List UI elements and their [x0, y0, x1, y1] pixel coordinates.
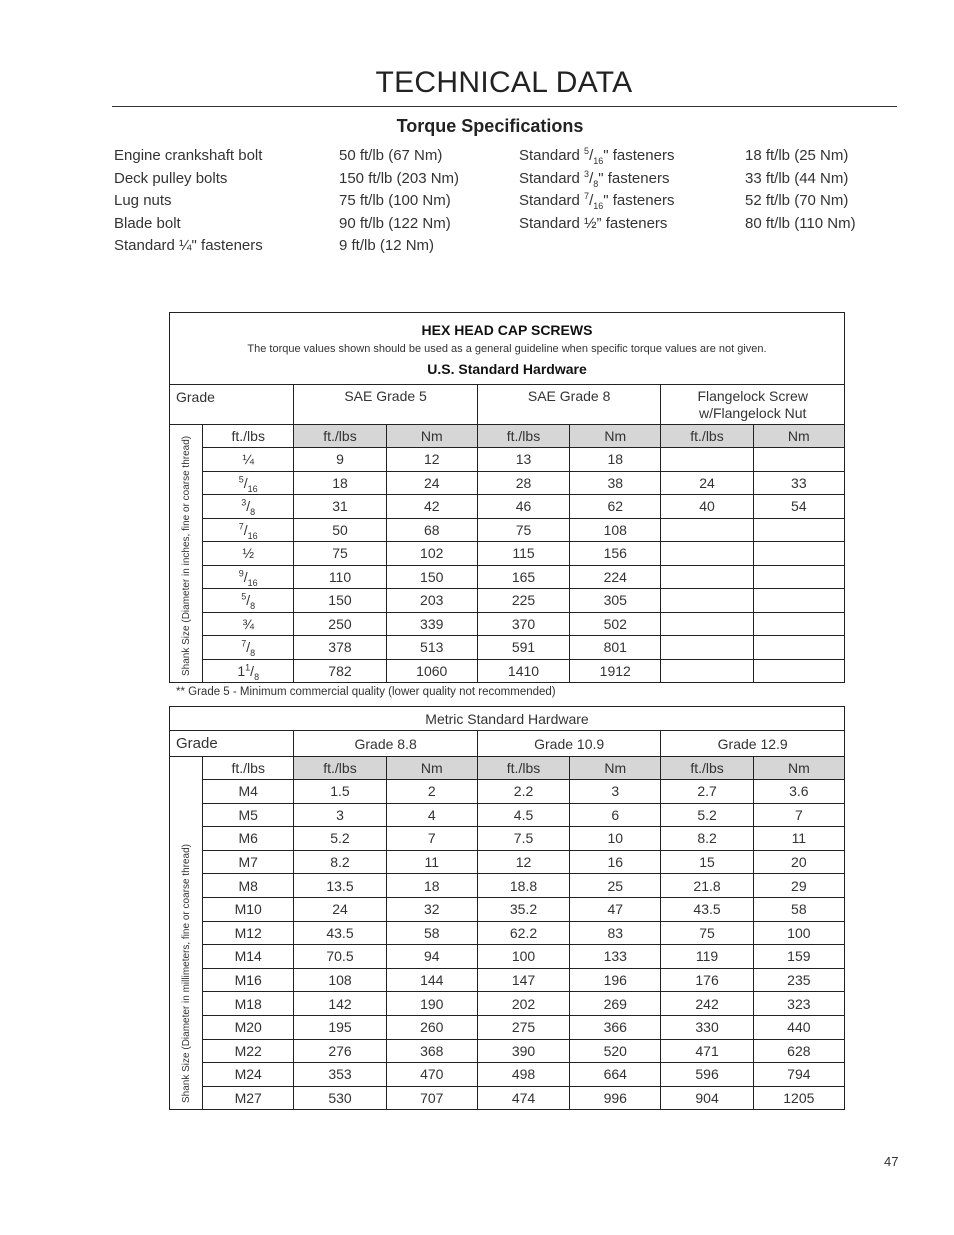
torque-value-cell: 33	[753, 471, 844, 495]
torque-value-cell: 7.5	[477, 827, 569, 851]
torque-value-cell: 16	[570, 850, 661, 874]
torque-value-cell: 260	[386, 1015, 477, 1039]
torque-value-cell: 250	[294, 612, 386, 636]
torque-spec-name-text: Standard ½” fasteners	[519, 214, 668, 232]
torque-value-cell: 176	[661, 968, 753, 992]
shank-size-cell: M27	[203, 1086, 294, 1110]
torque-value-cell: 339	[386, 612, 477, 636]
torque-value-cell: 269	[570, 992, 661, 1016]
torque-value-cell: 100	[477, 945, 569, 969]
fraction-denominator: 8	[250, 507, 256, 518]
table-row	[170, 850, 845, 874]
torque-value-cell: 498	[477, 1063, 569, 1087]
torque-value-cell: 159	[753, 945, 844, 969]
torque-spec-name-text: Engine crankshaft bolt	[114, 147, 263, 164]
torque-value-cell: 2	[386, 780, 477, 804]
torque-value-cell: 596	[661, 1063, 753, 1087]
shank-size-cell: M8	[203, 874, 294, 898]
fraction-denominator: 8	[593, 178, 599, 189]
fraction-denominator: 8	[254, 671, 260, 682]
torque-value-cell: 471	[661, 1039, 753, 1063]
units-row	[170, 757, 845, 780]
torque-value-cell: 305	[570, 589, 661, 613]
torque-value-cell: 12	[477, 850, 569, 874]
torque-value-cell: 29	[753, 874, 844, 898]
table-row	[170, 897, 845, 921]
torque-value-cell: 83	[570, 921, 661, 945]
torque-value-cell: 150	[386, 565, 477, 589]
table-row	[170, 945, 845, 969]
unit-header: Nm	[386, 757, 477, 780]
unit-header: ft./lbs	[294, 757, 386, 780]
torque-value-cell: 904	[661, 1086, 753, 1110]
torque-value-cell: 235	[753, 968, 844, 992]
torque-value-cell: 119	[661, 945, 753, 969]
units-row	[170, 425, 845, 448]
fraction-numerator: 9	[238, 568, 244, 579]
table-row	[170, 636, 845, 660]
shank-size-cell: $^5/_{16}$	[203, 471, 294, 495]
torque-spec-value: 75 ft/lb (100 Nm)	[339, 192, 451, 209]
grade-5-footnote: ** Grade 5 - Minimum commercial quality (lower quality not recommended)	[176, 686, 556, 698]
torque-value-cell: 144	[386, 968, 477, 992]
torque-spec-name	[519, 214, 667, 234]
torque-spec-value: 52 ft/lb (70 Nm)	[745, 192, 849, 209]
torque-value-cell: 58	[386, 921, 477, 945]
torque-value-cell: 323	[753, 992, 844, 1016]
torque-value-cell: 68	[386, 518, 477, 542]
table-row	[170, 659, 845, 683]
torque-value-cell: 1205	[753, 1086, 844, 1110]
fraction-numerator: 7	[238, 521, 244, 532]
torque-value-cell: 24	[294, 897, 386, 921]
torque-spec-value: 9 ft/lb (12 Nm)	[339, 237, 435, 254]
torque-value-cell: 50	[294, 518, 386, 542]
shank-size-side-label	[170, 757, 203, 1110]
shank-size-cell	[203, 612, 294, 636]
torque-spec-name-text: Lug nuts	[114, 192, 172, 209]
torque-spec-name-text: Blade bolt	[114, 214, 181, 232]
shank-size-cell: M14	[203, 945, 294, 969]
fraction-denominator: 16	[593, 156, 604, 166]
torque-value-cell	[661, 542, 753, 566]
torque-value-cell: 276	[294, 1039, 386, 1063]
torque-value-cell: 13.5	[294, 874, 386, 898]
torque-value-cell: 142	[294, 992, 386, 1016]
unit-header: ft./lbs	[294, 425, 386, 448]
fraction-denominator: 16	[247, 530, 258, 541]
torque-spec-value: 18 ft/lb (25 Nm)	[745, 147, 849, 164]
fraction-denominator: 16	[247, 577, 258, 588]
shank-size-cell: M10	[203, 897, 294, 921]
unit-header: ft./lbs	[661, 425, 753, 448]
page-title: TECHNICAL DATA	[375, 66, 633, 99]
torque-value-cell: 11	[386, 850, 477, 874]
torque-value-cell: 32	[386, 897, 477, 921]
torque-value-cell: 15	[661, 850, 753, 874]
torque-value-cell: 75	[477, 518, 569, 542]
torque-value-cell: 801	[570, 636, 661, 660]
torque-value-cell: 18	[386, 874, 477, 898]
torque-spec-name-suffix: " fasteners	[603, 192, 675, 209]
torque-value-cell: 794	[753, 1063, 844, 1087]
torque-value-cell: 996	[570, 1086, 661, 1110]
table-row	[170, 495, 845, 519]
torque-spec-name	[114, 191, 172, 211]
torque-value-cell: 94	[386, 945, 477, 969]
table-row	[170, 803, 845, 827]
torque-spec-value: 80 ft/lb (110 Nm)	[745, 214, 856, 232]
table-row	[170, 1086, 845, 1110]
torque-value-cell: 42	[386, 495, 477, 519]
grade-label: Grade	[170, 731, 294, 757]
torque-value-cell: 366	[570, 1015, 661, 1039]
size-whole: 1	[237, 662, 246, 679]
size-whole: ¼	[242, 451, 255, 468]
torque-value-cell: 102	[386, 542, 477, 566]
torque-value-cell: 7	[753, 803, 844, 827]
shank-size-cell: M7	[203, 850, 294, 874]
torque-spec-name	[114, 236, 263, 256]
shank-size-cell: $1^1/_8$	[203, 659, 294, 683]
torque-value-cell	[753, 448, 844, 472]
table-row	[170, 1063, 845, 1087]
torque-value-cell	[753, 659, 844, 683]
torque-value-cell: 1060	[386, 659, 477, 683]
torque-spec-name-suffix: " fasteners	[603, 147, 675, 164]
torque-spec-name: Standard $^5/_{16}$" fasteners	[519, 146, 675, 166]
torque-value-cell: 224	[570, 565, 661, 589]
torque-value-cell	[753, 612, 844, 636]
torque-value-cell: 474	[477, 1086, 569, 1110]
torque-spec-name-suffix: " fasteners	[598, 169, 670, 187]
torque-specifications-list	[114, 146, 904, 258]
torque-value-cell: 3	[570, 780, 661, 804]
torque-spec-value: 50 ft/lb (67 Nm)	[339, 147, 443, 164]
unit-header: Nm	[570, 425, 661, 448]
torque-value-cell: 330	[661, 1015, 753, 1039]
torque-value-cell: 100	[753, 921, 844, 945]
table-row	[170, 471, 845, 495]
metric-standard-hardware-table	[169, 706, 845, 1110]
unit-header: Nm	[570, 757, 661, 780]
table-row	[170, 518, 845, 542]
torque-value-cell: 513	[386, 636, 477, 660]
torque-spec-name	[114, 169, 227, 189]
torque-specifications-heading: Torque Specifications	[396, 116, 584, 136]
torque-value-cell: 242	[661, 992, 753, 1016]
torque-value-cell: 35.2	[477, 897, 569, 921]
torque-value-cell: 190	[386, 992, 477, 1016]
torque-spec-name-text: Standard	[519, 192, 585, 209]
torque-value-cell: 156	[570, 542, 661, 566]
us-table-header	[170, 313, 845, 385]
torque-value-cell: 368	[386, 1039, 477, 1063]
shank-size-cell: M16	[203, 968, 294, 992]
us-standard-hardware-subtitle: U.S. Standard Hardware	[427, 360, 587, 377]
shank-size-cell: M4	[203, 780, 294, 804]
torque-value-cell: 8.2	[661, 827, 753, 851]
table-row	[170, 1039, 845, 1063]
torque-value-cell: 70.5	[294, 945, 386, 969]
torque-value-cell: 46	[477, 495, 569, 519]
torque-value-cell: 13	[477, 448, 569, 472]
torque-value-cell: 6	[570, 803, 661, 827]
unit-header: ft./lbs	[661, 757, 753, 780]
torque-value-cell: 440	[753, 1015, 844, 1039]
torque-spec-value: 33 ft/lb (44 Nm)	[745, 169, 849, 187]
unit-header: Nm	[753, 425, 844, 448]
torque-value-cell: 11	[753, 827, 844, 851]
unit-header: ft./lbs	[477, 425, 569, 448]
torque-value-cell: 47	[570, 897, 661, 921]
torque-value-cell: 115	[477, 542, 569, 566]
table-row	[170, 542, 845, 566]
torque-spec-value: 150 ft/lb (203 Nm)	[339, 169, 460, 187]
torque-value-cell: 2.2	[477, 780, 569, 804]
torque-value-cell: 5.2	[661, 803, 753, 827]
torque-value-cell: 2.7	[661, 780, 753, 804]
shank-size-cell: $^7/_8$	[203, 636, 294, 660]
shank-size-cell: M22	[203, 1039, 294, 1063]
torque-value-cell: 133	[570, 945, 661, 969]
torque-value-cell	[661, 589, 753, 613]
torque-value-cell: 628	[753, 1039, 844, 1063]
torque-value-cell: 196	[570, 968, 661, 992]
fraction-denominator: 8	[250, 601, 256, 612]
unit-header: ft./lbs	[203, 425, 294, 448]
table-row	[170, 589, 845, 613]
shank-size-cell: M12	[203, 921, 294, 945]
grade-label: Grade	[170, 385, 294, 425]
fraction-numerator: 5	[584, 146, 590, 156]
torque-value-cell	[753, 542, 844, 566]
shank-size-cell: $^7/_{16}$	[203, 518, 294, 542]
grade-header-10-9: Grade 10.9	[477, 731, 661, 757]
shank-size-cell: $^9/_{16}$	[203, 565, 294, 589]
fraction-numerator: 5	[241, 591, 247, 602]
torque-value-cell: 520	[570, 1039, 661, 1063]
unit-header: Nm	[386, 425, 477, 448]
torque-spec-name-text: Standard	[519, 169, 585, 187]
torque-spec-name-text: Standard ¼" fasteners	[114, 237, 263, 254]
shank-size-cell: $^5/_8$	[203, 589, 294, 613]
torque-value-cell: 147	[477, 968, 569, 992]
torque-value-cell: 54	[753, 495, 844, 519]
torque-value-cell	[661, 565, 753, 589]
torque-value-cell: 20	[753, 850, 844, 874]
torque-value-cell: 25	[570, 874, 661, 898]
torque-value-cell: 12	[386, 448, 477, 472]
torque-value-cell: 225	[477, 589, 569, 613]
torque-value-cell: 31	[294, 495, 386, 519]
torque-value-cell: 18	[294, 471, 386, 495]
torque-value-cell: 1912	[570, 659, 661, 683]
torque-value-cell: 43.5	[294, 921, 386, 945]
fraction-numerator: 3	[584, 168, 590, 179]
torque-value-cell: 502	[570, 612, 661, 636]
table-row	[170, 780, 845, 804]
fraction-numerator: 3	[241, 497, 247, 508]
table-row	[170, 874, 845, 898]
unit-header: ft./lbs	[203, 757, 294, 780]
table-row	[170, 921, 845, 945]
grade-header-12-9: Grade 12.9	[661, 731, 845, 757]
torque-spec-name-text: Standard	[519, 147, 585, 164]
torque-value-cell: 1410	[477, 659, 569, 683]
torque-value-cell: 165	[477, 565, 569, 589]
torque-value-cell: 7	[386, 827, 477, 851]
fraction-numerator: 7	[241, 638, 247, 649]
fraction-numerator: 7	[584, 191, 590, 201]
torque-value-cell: 9	[294, 448, 386, 472]
torque-value-cell	[753, 589, 844, 613]
torque-value-cell: 58	[753, 897, 844, 921]
title-divider	[112, 106, 897, 107]
torque-spec-name-text: Deck pulley bolts	[114, 169, 228, 187]
torque-value-cell: 707	[386, 1086, 477, 1110]
side-label-text: Shank Size (Diameter in millimeters, fine or coarse thread)	[181, 844, 193, 1104]
unit-header: ft./lbs	[477, 757, 569, 780]
torque-value-cell: 353	[294, 1063, 386, 1087]
table-row	[170, 612, 845, 636]
torque-value-cell: 195	[294, 1015, 386, 1039]
torque-value-cell: 108	[294, 968, 386, 992]
torque-spec-name: Standard $^3/_8$" fasteners	[519, 168, 670, 189]
torque-value-cell: 10	[570, 827, 661, 851]
shank-size-cell: M18	[203, 992, 294, 1016]
torque-value-cell: 4	[386, 803, 477, 827]
metric-standard-hardware-title: Metric Standard Hardware	[170, 707, 845, 731]
torque-value-cell: 4.5	[477, 803, 569, 827]
torque-value-cell: 782	[294, 659, 386, 683]
shank-size-cell: $^3/_8$	[203, 495, 294, 519]
torque-value-cell: 28	[477, 471, 569, 495]
torque-value-cell: 378	[294, 636, 386, 660]
torque-value-cell: 75	[661, 921, 753, 945]
torque-value-cell: 18	[570, 448, 661, 472]
size-whole: ¾	[242, 615, 255, 632]
hex-head-cap-screws-title: HEX HEAD CAP SCREWS	[421, 321, 593, 338]
torque-value-cell: 18.8	[477, 874, 569, 898]
table-row	[170, 448, 845, 472]
torque-value-cell: 530	[294, 1086, 386, 1110]
torque-spec-value: 90 ft/lb (122 Nm)	[339, 214, 451, 232]
grade-header-flangelock	[661, 385, 845, 425]
shank-size-cell: M24	[203, 1063, 294, 1087]
torque-value-cell	[753, 518, 844, 542]
shank-size-cell: M20	[203, 1015, 294, 1039]
grade-header-sae-5: SAE Grade 5	[294, 385, 478, 425]
torque-value-cell: 24	[661, 471, 753, 495]
torque-value-cell: 38	[570, 471, 661, 495]
torque-value-cell: 370	[477, 612, 569, 636]
fraction-numerator: 5	[238, 474, 244, 485]
torque-value-cell: 62.2	[477, 921, 569, 945]
torque-value-cell	[661, 448, 753, 472]
torque-value-cell	[661, 659, 753, 683]
torque-value-cell: 21.8	[661, 874, 753, 898]
table-row	[170, 968, 845, 992]
shank-size-cell: M5	[203, 803, 294, 827]
torque-value-cell: 150	[294, 589, 386, 613]
torque-value-cell: 40	[661, 495, 753, 519]
torque-value-cell: 203	[386, 589, 477, 613]
torque-spec-name	[114, 146, 262, 166]
torque-value-cell: 470	[386, 1063, 477, 1087]
shank-size-cell	[203, 448, 294, 472]
fraction-numerator: 1	[245, 662, 251, 673]
flangelock-line-1: Flangelock Screw	[697, 388, 808, 404]
grade-header-8-8: Grade 8.8	[294, 731, 478, 757]
torque-value-cell	[753, 565, 844, 589]
torque-value-cell: 5.2	[294, 827, 386, 851]
grade-header-sae-8: SAE Grade 8	[477, 385, 661, 425]
fraction-denominator: 16	[593, 201, 604, 211]
side-label-text: Shank Size (Diameter in inches, fine or coarse thread)	[181, 435, 193, 676]
fraction-denominator: 8	[250, 648, 256, 659]
torque-value-cell: 24	[386, 471, 477, 495]
torque-spec-name: Standard $^7/_{16}$" fasteners	[519, 191, 675, 211]
torque-value-cell: 275	[477, 1015, 569, 1039]
table-row	[170, 1015, 845, 1039]
torque-value-cell: 664	[570, 1063, 661, 1087]
torque-value-cell: 75	[294, 542, 386, 566]
torque-value-cell: 591	[477, 636, 569, 660]
torque-value-cell	[661, 612, 753, 636]
torque-value-cell: 8.2	[294, 850, 386, 874]
table-row	[170, 827, 845, 851]
torque-value-cell: 108	[570, 518, 661, 542]
shank-size-cell	[203, 542, 294, 566]
flangelock-line-2: w/Flangelock Nut	[698, 405, 807, 421]
table-row	[170, 565, 845, 589]
guideline-note: The torque values shown should be used as a general guideline when specific torque values are not given.	[247, 342, 767, 355]
table-row	[170, 992, 845, 1016]
us-standard-hardware-table	[169, 312, 845, 683]
torque-value-cell: 202	[477, 992, 569, 1016]
shank-size-cell: M6	[203, 827, 294, 851]
torque-value-cell	[753, 636, 844, 660]
torque-value-cell: 62	[570, 495, 661, 519]
torque-value-cell: 43.5	[661, 897, 753, 921]
fraction-denominator: 16	[247, 483, 258, 494]
torque-value-cell	[661, 518, 753, 542]
torque-value-cell: 390	[477, 1039, 569, 1063]
torque-value-cell: 3	[294, 803, 386, 827]
torque-spec-name	[114, 214, 181, 234]
torque-value-cell: 3.6	[753, 780, 844, 804]
torque-value-cell	[661, 636, 753, 660]
shank-size-side-label	[170, 425, 203, 683]
torque-value-cell: 110	[294, 565, 386, 589]
torque-value-cell: 1.5	[294, 780, 386, 804]
unit-header: Nm	[753, 757, 844, 780]
size-whole: ½	[242, 545, 255, 562]
page-number: 47	[884, 1154, 899, 1169]
